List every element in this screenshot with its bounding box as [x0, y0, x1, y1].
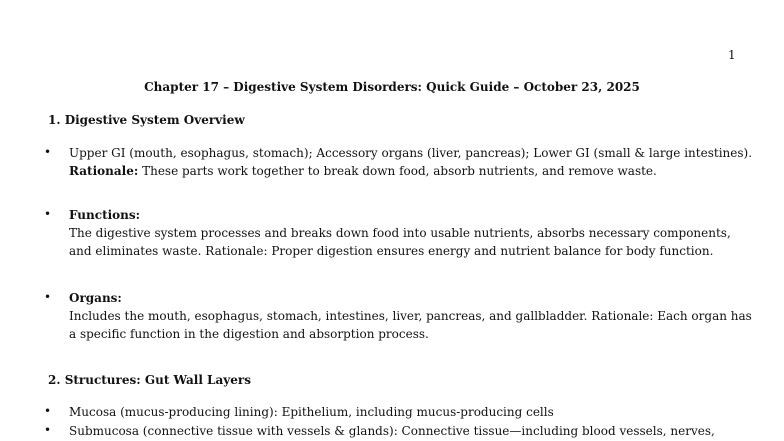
page-number: 1	[728, 48, 736, 62]
list-item	[69, 422, 749, 440]
list-item	[69, 289, 752, 343]
list-item-text: a specific function in the digestion and absorption process.	[69, 327, 429, 341]
bullet-marker: •	[44, 423, 52, 437]
list-item-text: Mucosa (mucus-producing lining): Epithelium, including mucus-producing cells	[69, 405, 554, 419]
list-item	[69, 403, 749, 421]
section-heading-overview: 1. Digestive System Overview	[48, 113, 245, 127]
document-title: Chapter 17 – Digestive System Disorders: Quick Guide – October 23, 2025	[144, 80, 640, 94]
bullet-marker: •	[44, 145, 52, 159]
bullet-marker: •	[44, 404, 52, 418]
list-item	[69, 206, 749, 260]
list-item	[69, 144, 753, 180]
rationale-label: Rationale:	[69, 164, 139, 178]
bullet-marker: •	[44, 207, 52, 221]
bullet-marker: •	[44, 290, 52, 304]
list-item-text: and eliminates waste. Rationale: Proper digestion ensures energy and nutrient balance for body function.	[69, 244, 714, 258]
list-item-text: Submucosa (connective tissue with vessels & glands): Connective tissue—including blood vessels, nerves,	[69, 424, 715, 438]
rationale-text: These parts work together to break down food, absorb nutrients, and remove waste.	[142, 164, 657, 178]
list-item-text: Upper GI (mouth, esophagus, stomach); Accessory organs (liver, pancreas); Lower GI (small & large intestines).	[69, 146, 753, 160]
list-item-label: Organs:	[69, 291, 122, 305]
list-item-text: Includes the mouth, esophagus, stomach, intestines, liver, pancreas, and gallbladder. Rationale: Each organ has	[69, 309, 752, 323]
list-item-text: The digestive system processes and breaks down food into usable nutrients, absorbs necessary components,	[69, 226, 731, 240]
list-item-label: Functions:	[69, 208, 141, 222]
section-heading-gut-wall: 2. Structures: Gut Wall Layers	[48, 373, 251, 387]
